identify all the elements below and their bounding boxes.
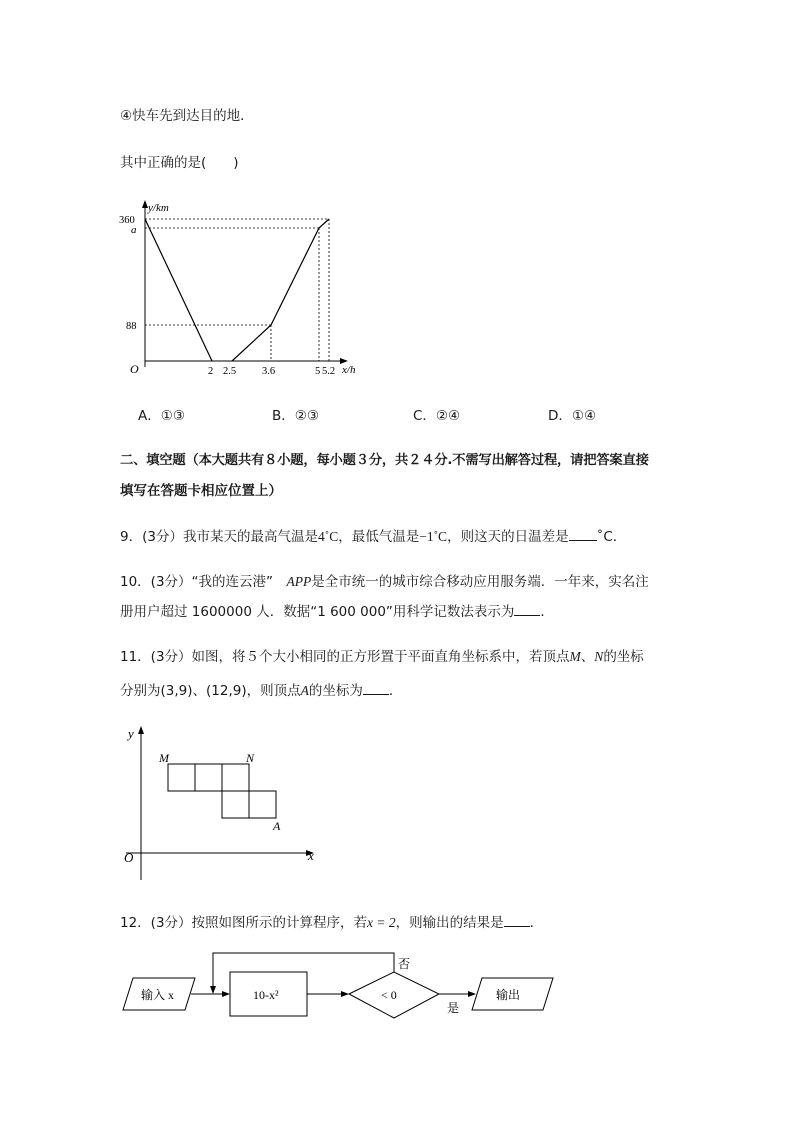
graph1-origin: O (130, 362, 139, 376)
q10-answer-blank[interactable] (514, 615, 540, 616)
graph2-x-label: x (308, 848, 314, 863)
section2-heading-line2: 填写在答题卡相应位置上） (120, 483, 282, 499)
tick-2-5: 2.5 (223, 366, 237, 377)
square-4 (222, 791, 249, 818)
section2-heading-line1: 二、填空题（本大题共有８小题，每小题３分，共２４分.不需写出解答过程，请把答案直接 (120, 453, 649, 468)
graph2-origin: O (124, 850, 134, 865)
choice-a[interactable]: A．①③ (138, 408, 185, 424)
loop-back-line (213, 953, 394, 988)
process-label: 10-x² (253, 988, 279, 1002)
q10-text-b: 是全市统一的城市综合移动应用服务端．一年来，实名注 (311, 574, 649, 590)
q9-text-a: 9．(3分）我市某天的最高气温是 (120, 529, 318, 545)
tick-3-6: 3.6 (262, 366, 276, 377)
q12-text-end: ． (529, 915, 544, 931)
q11-answer-blank[interactable] (363, 694, 389, 695)
q10-line2-end: ． (540, 604, 554, 620)
q9-text-c: ，则这天的日温差是 (447, 529, 569, 545)
distance-time-graph (100, 195, 380, 385)
calculation-flowchart (115, 948, 565, 1028)
square-5 (249, 791, 276, 818)
q12-text-b: ，则输出的结果是 (395, 915, 504, 931)
question-9 (120, 525, 626, 545)
q11-m: M (569, 649, 581, 664)
q10-app: APP (286, 574, 312, 589)
question-12 (120, 911, 543, 931)
q9-text-d: ˚C． (596, 529, 627, 545)
tick-5: 5 (315, 366, 321, 377)
arrow-head-1 (222, 991, 230, 997)
tick-5-2: 5.2 (322, 366, 336, 377)
q9-value-a: 4˚C (317, 529, 339, 544)
square-2 (195, 764, 222, 791)
no-label: 否 (398, 957, 411, 971)
q9-value-b: −1˚C (419, 529, 448, 544)
square-1 (168, 764, 195, 791)
question-10-line1 (120, 570, 649, 590)
graph1-segment-1 (145, 219, 212, 361)
choice-c[interactable]: C．②④ (413, 408, 461, 424)
option-statement-4: ④快车先到达目的地． (120, 108, 254, 124)
arrow-head-3 (468, 991, 476, 997)
q12-cond: x = 2 (367, 915, 396, 930)
graph1-segment-2 (232, 219, 329, 361)
vertex-n-label: N (246, 751, 255, 765)
q11-a: A (300, 683, 309, 698)
q11-text-c: 的坐标 (603, 649, 644, 665)
arrow-head-2 (341, 991, 349, 997)
q9-text-b: ，最低气温是 (338, 529, 420, 545)
output-label: 输出 (496, 988, 521, 1002)
square-3 (222, 764, 249, 791)
tick-360: 360 (119, 215, 135, 226)
squares-coordinate-graph (112, 720, 332, 885)
choice-b[interactable]: B．②③ (272, 408, 319, 424)
q9-answer-blank[interactable] (569, 540, 597, 541)
decision-label: < 0 (381, 988, 397, 1002)
vertex-a-label: A (273, 819, 281, 833)
question-11-line2 (120, 679, 402, 699)
graph1-y-label: y/km (148, 202, 169, 214)
question-11-line1 (120, 645, 644, 665)
q11-text-b: 、 (580, 649, 595, 665)
q11-line2-text-a: 分别为(3,9)、(12,9)，则顶点 (120, 683, 301, 699)
q12-answer-blank[interactable] (504, 926, 530, 927)
q10-line2-text: 册用户超过 1600000 人．数据“1 600 000”用科学记数法表示为 (120, 604, 515, 620)
tick-88: 88 (126, 321, 137, 332)
q10-text-a: 10．(3分）“我的连云港” (120, 574, 287, 590)
q11-line2-text-b: 的坐标为 (308, 683, 363, 699)
tick-a: a (131, 224, 137, 236)
question-10-line2 (120, 600, 554, 620)
q11-n: N (594, 649, 604, 664)
q11-text-a: 11．(3分）如图，将５个大小相同的正方形置于平面直角坐标系中，若顶点 (120, 649, 570, 665)
choice-d[interactable]: D．①④ (548, 408, 597, 424)
tick-2: 2 (208, 366, 214, 377)
q11-line2-end: ． (388, 683, 403, 699)
arrow-head-loop (210, 986, 216, 994)
graph2-y-label: y (128, 726, 134, 741)
yes-label: 是 (447, 1001, 460, 1015)
graph1-x-label: x/h (342, 364, 356, 376)
vertex-m-label: M (159, 751, 169, 765)
input-label: 输入 x (141, 988, 175, 1002)
question-prompt: 其中正确的是( ) (120, 155, 239, 171)
graph2-y-arrow (138, 726, 144, 734)
q12-text-a: 12．(3分）按照如图所示的计算程序，若 (120, 915, 368, 931)
